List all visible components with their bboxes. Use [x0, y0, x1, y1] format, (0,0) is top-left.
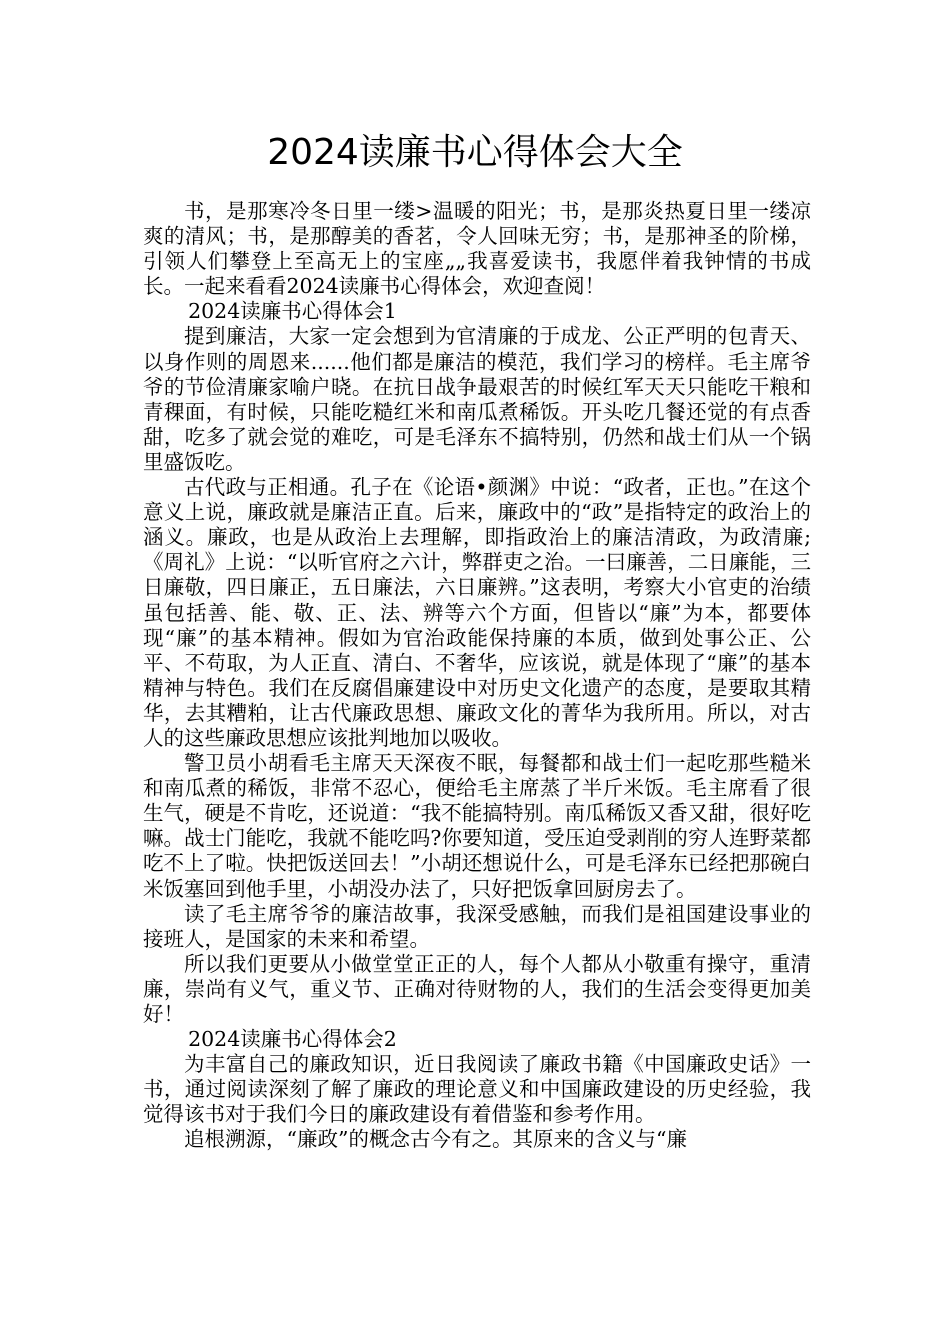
body-paragraph: 警卫员小胡看毛主席天天深夜不眠，每餐都和战士们一起吃那些糙米和南瓜煮的稀饭，非常不忍心，便给毛主席蒸了半斤米饭。毛主席看了很生气，硬是不肯吃，还说道：“我不能搞特别。南瓜稀饭又香又甜，很好吃嘛。战士门能吃，我就不能吃吗?你要知道，受压迫受剥削的穷人连野菜都吃不上了啦。快把饭送回去！”小胡还想说什么，可是毛泽东已经把那碗白米饭塞回到他手里，小胡没办法了，只好把饭拿回厨房去了。: [143, 751, 811, 901]
body-paragraph: 提到廉洁，大家一定会想到为官清廉的于成龙、公正严明的包青天、以身作则的周恩来......他们都是廉洁的模范，我们学习的榜样。毛主席爷爷的节俭清廉家喻户晓。在抗日战争最艰苦的时候红军天天只能吃干粮和青稞面，有时候，只能吃糙红米和南瓜煮稀饭。开头吃几餐还觉的有点香甜，吃多了就会觉的难吃，可是毛泽东不搞特别，仍然和战士们从一个锅里盛饭吃。: [143, 324, 811, 474]
section-heading-1: 2024读廉书心得体会1: [188, 299, 397, 324]
intro-paragraph: 书，是那寒冷冬日里一缕>温暖的阳光；书，是那炎热夏日里一缕凉爽的清风；书，是那醇美的香茗，令人回味无穷；书，是那神圣的阶梯，引领人们攀登上至高无上的宝座„„我喜爱读书，我愿伴着我钟情的书成长。一起来看看2024读廉书心得体会，欢迎查阅！: [143, 199, 811, 299]
body-paragraph: 古代政与正相通。孔子在《论语•颜渊》中说：“政者，正也。”在这个意义上说，廉政就是廉洁正直。后来，廉政中的“政”是指特定的政治上的涵义。廉政，也是从政治上去理解，即指政治上的廉洁清政，为政清廉;《周礼》上说：“以听官府之六计，弊群吏之治。一曰廉善，二日廉能，三日廉敬，四日廉正，五日廉法，六日廉辨。”这表明，考察大小官吏的治绩虽包括善、能、敬、正、法、辨等六个方面，但皆以“廉”为本，都要体现“廉”的基本精神。假如为官治政能保持廉的本质，做到处事公正、公平、不苟取，为人正直、清白、不奢华，应该说，就是体现了“廉”的基本精神与特色。我们在反腐倡廉建设中对历史文化遗产的态度，是要取其精华，去其糟粕，让古代廉政思想、廉政文化的菁华为我所用。所以，对古人的这些廉政思想应该批判地加以吸收。: [143, 475, 811, 750]
section-heading-2: 2024读廉书心得体会2: [188, 1027, 397, 1052]
body-paragraph: 追根溯源，“廉政”的概念古今有之。其原来的含义与“廉: [184, 1127, 687, 1152]
body-paragraph: 为丰富自己的廉政知识，近日我阅读了廉政书籍《中国廉政史话》一书，通过阅读深刻了解了廉政的理论意义和中国廉政建设的历史经验，我觉得该书对于我们今日的廉政建设有着借鉴和参考作用。: [143, 1052, 811, 1127]
document-body: [143, 199, 811, 1153]
body-paragraph: 所以我们更要从小做堂堂正正的人，每个人都从小敬重有操守，重清廉，崇尚有义气，重义节、正确对待财物的人，我们的生活会变得更加美好！: [143, 951, 811, 1026]
body-paragraph: 读了毛主席爷爷的廉洁故事，我深受感触，而我们是祖国建设事业的接班人，是国家的未来和希望。: [143, 901, 811, 951]
document-title: 2024读廉书心得体会大全: [267, 132, 683, 173]
